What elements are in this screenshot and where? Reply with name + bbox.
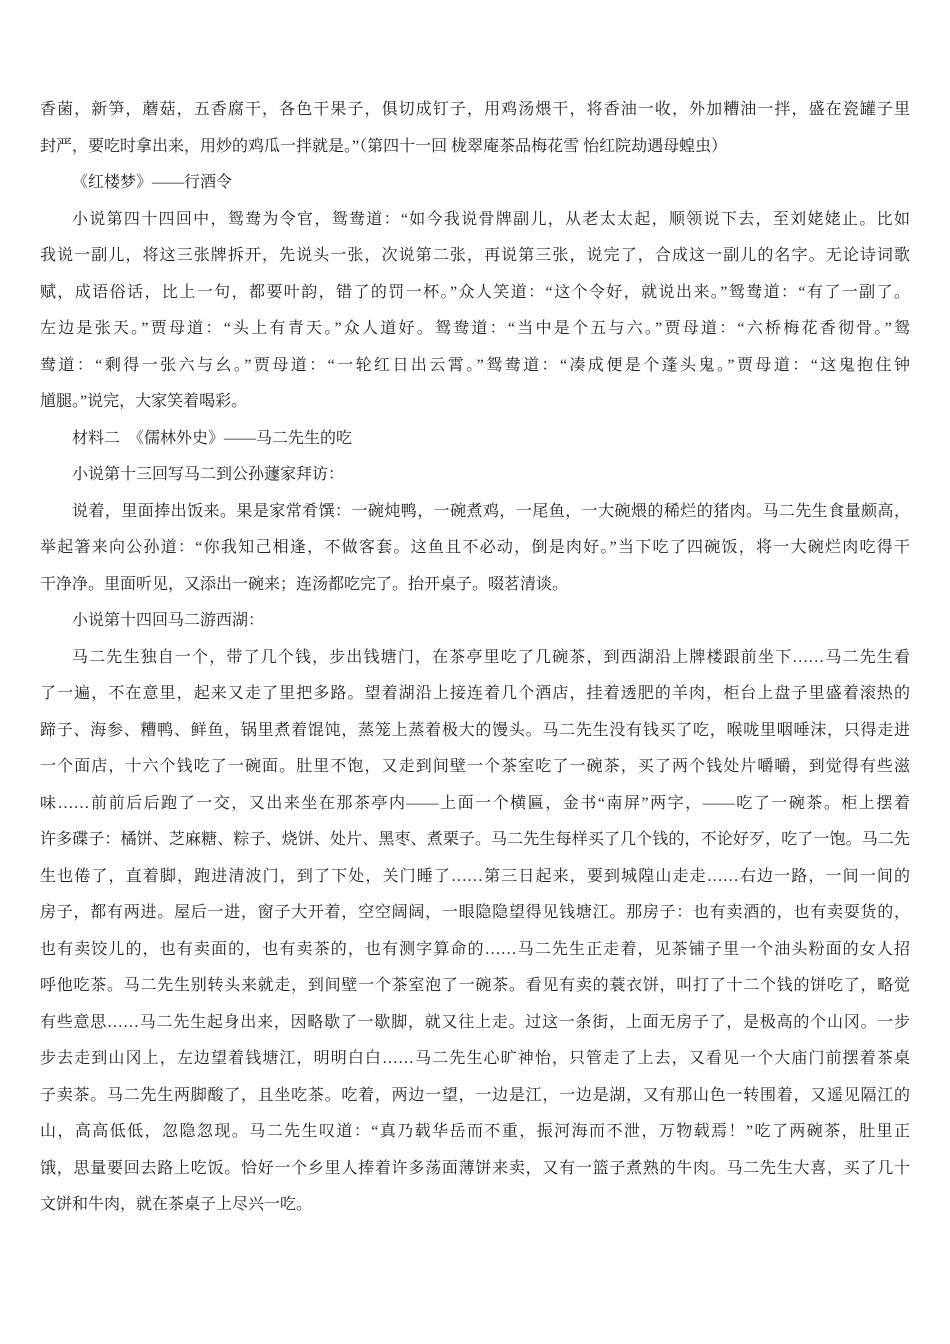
text-line: 房子，都有两进。屋后一进，窗子大开着，空空阔阔，一眼隐隐望得见钱塘江。那房子：也有卖酒的，也有卖耍货的，	[40, 904, 910, 921]
text-line: 封严，要吃时拿出来，用炒的鸡瓜一拌就是。”（第四十一回 栊翠庵茶品梅花雪 怡红院劫遇母蝗虫）	[40, 137, 728, 155]
paragraph-chapter-13-meal	[40, 494, 910, 604]
text-line: 小说第十四回马二游西湖：	[72, 612, 265, 629]
text-line: 我说一副儿，将这三张牌拆开，先说头一张，次说第二张，再说第三张，说完了，合成这一副儿的名字。无论诗词歌	[40, 247, 910, 264]
heading-chapter-13-intro	[40, 457, 910, 494]
text-line: 步去走到山冈上，左边望着钱塘江，明明白白……马二先生心旷神怡，只管走了上去，又看见一个大庙门前摆着茶桌	[40, 1050, 910, 1067]
text-line: 《红楼梦》——行酒令	[72, 174, 233, 191]
paragraph-drinking-game-scene	[40, 202, 910, 421]
paragraph-hongloumeng-recipe-continued	[40, 92, 910, 165]
text-line: 鸯道：“剩得一张六与幺。”贾母道：“一轮红日出云霄。”鸳鸯道：“凑成便是个蓬头鬼。”贾母道：“这鬼抱住钟	[40, 356, 910, 374]
text-line: 味……前前后后跑了一交，又出来坐在那茶亭内——上面一个横匾，金书“南屏”两字，——吃了一碗茶。柜上摆着	[40, 794, 910, 812]
text-line: 香菌，新笋，蘑菇，五香腐干，各色干果子，俱切成钉子，用鸡汤煨干，将香油一收，外加糟油一拌，盛在瓷罐子里	[40, 101, 910, 118]
text-line: 生也倦了，直着脚，跑进清波门，到了下处，关门睡了……第三日起来，要到城隍山走走……右边一路，一间一间的	[40, 867, 910, 885]
text-line: 山，高高低低，忽隐忽现。马二先生叹道：“真乃载华岳而不重，振河海而不泄，万物载焉！”吃了两碗茶，肚里正	[40, 1123, 910, 1140]
text-line: 举起箸来向公孙道：“你我知己相逢，不做客套。这鱼且不必动，倒是肉好。”当下吃了四碗饭，将一大碗烂肉吃得干	[40, 539, 910, 556]
text-line: 一个面店，十六个钱吃了一碗面。肚里不饱，又走到间壁一个茶室吃了一碗茶，买了两个钱处片嚼嚼，到觉得有些滋	[40, 758, 910, 775]
text-line: 小说第四十四回中，鸳鸯为令官，鸳鸯道：“如今我说骨牌副儿，从老太太起，顺领说下去，至刘姥姥止。比如	[72, 210, 910, 228]
text-line: 赋，成语俗话，比上一句，都要叶韵，错了的罚一杯。”众人笑道：“这个令好，就说出来。”鸳鸯道：“有了一副了。	[40, 283, 910, 301]
text-line: 馗腿。”说完，大家笑着喝彩。	[40, 393, 248, 410]
text-line: 说着，里面捧出饭来。果是家常肴馔：一碗炖鸭，一碗煮鸡，一尾鱼，一大碗煨的稀烂的猪肉。马二先生食量颇高，	[72, 502, 910, 520]
text-line: 文饼和牛肉，就在茶桌子上尽兴一吃。	[40, 1196, 313, 1213]
text-line: 呼他吃茶。马二先生别转头来就走，到间壁一个茶室泡了一碗茶。看见有卖的蓑衣饼，叫打了十二个钱的饼吃了，略觉	[40, 977, 910, 994]
text-line: 许多碟子：橘饼、芝麻糖、粽子、烧饼、处片、黑枣、煮栗子。马二先生每样买了几个钱的，不论好歹，吃了一饱。马二先	[40, 831, 910, 848]
paragraph-chapter-14-west-lake	[40, 640, 910, 1224]
text-line: 干净净。里面听见，又添出一碗来；连汤都吃完了。抬开桌子。啜茗清谈。	[40, 575, 569, 593]
text-line: 了一遍，不在意里，起来又走了里把多路。望着湖沿上接连着几个酒店，挂着透肥的羊肉，柜台上盘子里盛着滚热的	[40, 685, 910, 702]
text-line: 有些意思……马二先生起身出来，因略歇了一歇脚，就又往上走。过这一条街，上面无房子了，是极高的个山冈。一步	[40, 1013, 910, 1031]
text-line: 也有卖饺儿的，也有卖面的，也有卖茶的，也有测字算命的……马二先生正走着，见茶铺子里一个油头粉面的女人招	[40, 940, 910, 958]
heading-chapter-14-intro	[40, 603, 910, 640]
text-line: 小说第十三回写马二到公孙蘧家拜访：	[72, 466, 345, 483]
text-line: 饿，思量要回去路上吃饭。恰好一个乡里人捧着许多荡面薄饼来卖，又有一篮子煮熟的牛肉。马二先生大喜，买了几十	[40, 1159, 910, 1177]
text-line: 左边是张天。”贾母道：“头上有青天。”众人道好。鸳鸯道：“当中是个五与六。”贾母道：“六桥梅花香彻骨。”鸳	[40, 320, 910, 337]
text-line: 马二先生独自一个，带了几个钱，步出钱塘门，在茶亭里吃了几碗茶，到西湖沿上牌楼跟前坐下……马二先生看	[72, 648, 910, 666]
heading-material-two-rulin-waishi	[40, 421, 910, 458]
text-line: 蹄子、海参、糟鸭、鲜鱼，锅里煮着馄饨，蒸笼上蒸着极大的馒头。马二先生没有钱买了吃，喉咙里咽唾沫，只得走进	[40, 721, 910, 739]
text-line: 材料二 《儒林外史》——马二先生的吃	[72, 429, 353, 447]
text-line: 子卖茶。马二先生两脚酸了，且坐吃茶。吃着，两边一望，一边是江，一边是湖，又有那山色一转围着，又遥见隔江的	[40, 1086, 910, 1104]
heading-hongloumeng-drinking-game	[40, 165, 910, 202]
